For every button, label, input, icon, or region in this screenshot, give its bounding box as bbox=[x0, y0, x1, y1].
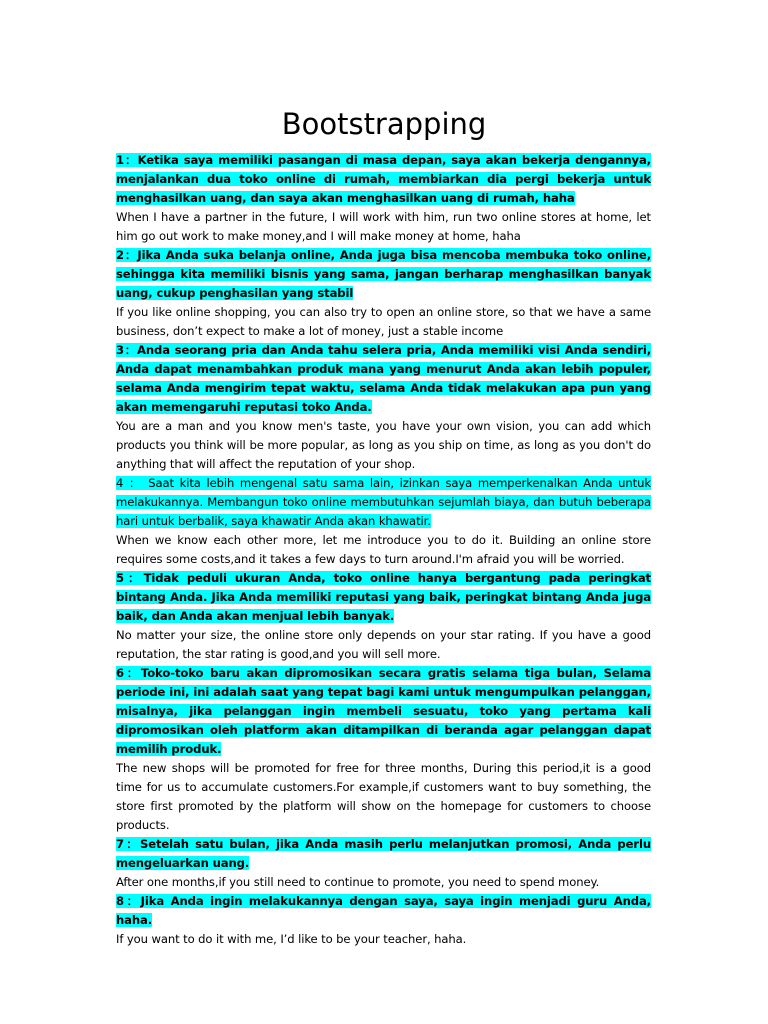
highlighted-text: 1：Ketika saya memiliki pasangan di masa depan, saya akan bekerja dengannya, menjalankan dua toko online di rumah, membiarkan dia pergi bekerja untuk menghasilkan uang, dan saya akan menghasilkan uang di rumah, haha bbox=[116, 153, 651, 205]
highlighted-text: 8：Jika Anda ingin melakukannya dengan saya, saya ingin menjadi guru Anda, haha. bbox=[116, 894, 651, 927]
paragraph-5-english: No matter your size, the online store only depends on your star rating. If you have a good reputation, the star rating is good,and you will sell more. bbox=[116, 628, 651, 661]
paragraph-6-english: The new shops will be promoted for free for three months, During this period,it is a good time for us to accumulate customers.For example,if customers want to buy something, the store first promoted by the platform will show on the homepage for customers to choose products. bbox=[116, 761, 651, 832]
paragraph-4-indonesian bbox=[116, 474, 651, 531]
highlighted-text: 2：Jika Anda suka belanja online, Anda juga bisa mencoba membuka toko online, sehingga kita memiliki bisnis yang sama, jangan berharap menghasilkan banyak uang, cukup penghasilan yang stabil bbox=[116, 248, 651, 300]
highlighted-text: 4 ： Saat kita lebih mengenal satu sama lain, izinkan saya memperkenalkan Anda untuk melakukannya. Membangun toko online membutuhkan sejumlah biaya, dan butuh beberapa hari untuk berbalik, saya khawatir Anda akan khawatir. bbox=[116, 476, 651, 528]
paragraph-7-english: After one months,if you still need to continue to promote, you need to spend money. bbox=[116, 875, 600, 889]
paragraph-1-indonesian bbox=[116, 151, 651, 208]
paragraph-3-english: You are a man and you know men's taste, you have your own vision, you can add which products you think will be more popular, as long as you ship on time, as long as you don't do anything that will affect the reputation of your shop. bbox=[116, 419, 651, 471]
paragraph-3-indonesian bbox=[116, 341, 651, 417]
paragraph-4-english: When we know each other more, let me introduce you to do it. Building an online store requires some costs,and it takes a few days to turn around.I'm afraid you will be worried. bbox=[116, 533, 651, 566]
paragraph-6-indonesian bbox=[116, 664, 651, 759]
highlighted-text: 7：Setelah satu bulan, jika Anda masih perlu melanjutkan promosi, Anda perlu mengeluarkan uang. bbox=[116, 837, 651, 870]
document-body bbox=[116, 151, 651, 949]
highlighted-text: 3：Anda seorang pria dan Anda tahu selera pria, Anda memiliki visi Anda sendiri, Anda dapat menambahkan produk mana yang menurut Anda akan lebih populer, selama Anda mengirim tepat waktu, selama Anda tidak melakukan apa pun yang akan memengaruhi reputasi toko Anda. bbox=[116, 343, 651, 414]
paragraph-7-indonesian bbox=[116, 835, 651, 873]
highlighted-text: 5：Tidak peduli ukuran Anda, toko online hanya bergantung pada peringkat bintang Anda. Jika Anda memiliki reputasi yang baik, peringkat bintang Anda juga baik, dan Anda akan menjual lebih banyak. bbox=[116, 571, 651, 623]
paragraph-1-english: When I have a partner in the future, I will work with him, run two online stores at home, let him go out work to make money,and I will make money at home, haha bbox=[116, 210, 651, 243]
document-title: Bootstrapping bbox=[281, 107, 487, 141]
paragraph-8-indonesian bbox=[116, 892, 651, 930]
paragraph-2-english: If you like online shopping, you can also try to open an online store, so that we have a same business, don’t expect to make a lot of money, just a stable income bbox=[116, 305, 651, 338]
paragraph-2-indonesian bbox=[116, 246, 651, 303]
paragraph-8-english: If you want to do it with me, I’d like to be your teacher, haha. bbox=[116, 932, 467, 946]
highlighted-text: 6：Toko-toko baru akan dipromosikan secara gratis selama tiga bulan, Selama periode ini, ini adalah saat yang tepat bagi kami untuk mengumpulkan pelanggan, misalnya, jika pelanggan ingin membeli sesuatu, toko yang pertama kali dipromosikan oleh platform akan ditampilkan di beranda agar pelanggan dapat memilih produk. bbox=[116, 666, 651, 756]
paragraph-5-indonesian bbox=[116, 569, 651, 626]
